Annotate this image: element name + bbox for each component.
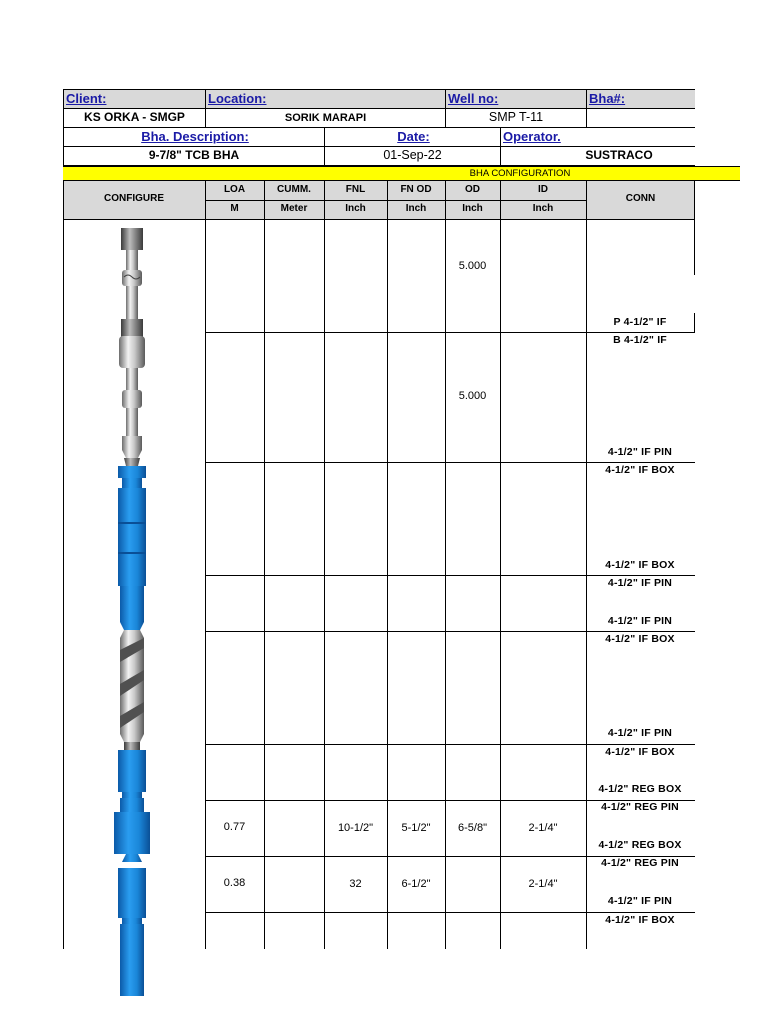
conn-label: 4-1/2" IF PIN xyxy=(607,446,673,458)
col-id-unit: Inch xyxy=(532,203,554,214)
location-value: SORIK MARAPI xyxy=(284,112,367,124)
col-configure: CONFIGURE xyxy=(104,193,164,204)
operator-label: Operator. xyxy=(503,129,561,144)
col-loa: LOA xyxy=(223,184,246,195)
row8-loa: 0.38 xyxy=(223,877,246,889)
conn-label: P 4-1/2" IF xyxy=(613,316,667,328)
conn-label: 4-1/2" REG PIN xyxy=(601,857,679,869)
conn-label: 4-1/2" IF BOX xyxy=(605,914,675,926)
operator-value: SUSTRACO xyxy=(585,148,653,162)
row7-id: 2-1/4" xyxy=(528,822,558,834)
client-value: KS ORKA - SMGP xyxy=(84,110,185,124)
row1-od: 5.000 xyxy=(458,260,487,272)
conn-label: B 4-1/2" IF xyxy=(613,334,667,346)
bha-tool-string-drawing xyxy=(100,222,164,997)
conn-label: 4-1/2" IF PIN xyxy=(607,577,673,589)
conn-label: 4-1/2" IF PIN xyxy=(607,895,673,907)
date-label: Date: xyxy=(397,129,430,144)
description-label: Bha. Description: xyxy=(141,129,249,144)
row8-fnod: 6-1/2" xyxy=(401,878,431,890)
col-fnl: FNL xyxy=(345,184,366,195)
top-sub-icon xyxy=(119,228,145,466)
conn-label: 4-1/2" REG BOX xyxy=(598,839,682,851)
conn-label: 4-1/2" REG PIN xyxy=(601,801,679,813)
row7-fnod: 5-1/2" xyxy=(401,822,431,834)
row2-od: 5.000 xyxy=(458,390,487,402)
conn-label: 4-1/2" IF BOX xyxy=(605,746,675,758)
col-cumm-unit: Meter xyxy=(280,203,308,214)
col-loa-unit: M xyxy=(230,203,239,214)
row8-id: 2-1/4" xyxy=(528,878,558,890)
wellno-label: Well no: xyxy=(448,91,499,106)
wellno-value: SMP T-11 xyxy=(488,110,544,124)
row7-fnl: 10-1/2" xyxy=(337,822,374,834)
conn-label: 4-1/2" IF BOX xyxy=(605,633,675,645)
row7-od: 6-5/8" xyxy=(458,822,487,834)
col-od-unit: Inch xyxy=(462,203,483,214)
col-conn: CONN xyxy=(625,193,656,204)
conn-label: 4-1/2" IF PIN xyxy=(607,615,673,627)
drill-collar-icon xyxy=(114,750,150,996)
conn-label: 4-1/2" IF BOX xyxy=(605,559,675,571)
location-label: Location: xyxy=(208,91,267,106)
bha-number-label: Bha#: xyxy=(589,91,626,106)
conn-label: 4-1/2" IF BOX xyxy=(605,464,675,476)
conn-label: 4-1/2" REG BOX xyxy=(598,783,682,795)
row7-loa: 0.77 xyxy=(223,821,246,833)
col-cumm: CUMM. xyxy=(277,184,311,195)
bha-configuration-banner xyxy=(63,166,740,181)
bha-configuration-title: BHA CONFIGURATION xyxy=(469,168,571,179)
col-id: ID xyxy=(538,184,548,195)
blue-sub-icon xyxy=(118,466,146,630)
spiral-stabilizer-icon xyxy=(120,630,144,752)
col-fnod: FN OD xyxy=(400,184,432,195)
date-value: 01-Sep-22 xyxy=(383,148,442,162)
col-fnod-unit: Inch xyxy=(405,203,427,214)
client-label: Client: xyxy=(66,91,107,106)
description-value: 9-7/8" TCB BHA xyxy=(148,148,240,162)
row8-fnl: 32 xyxy=(349,878,362,890)
conn-label: 4-1/2" IF PIN xyxy=(607,727,673,739)
col-fnl-unit: Inch xyxy=(345,203,366,214)
col-od: OD xyxy=(465,184,480,195)
